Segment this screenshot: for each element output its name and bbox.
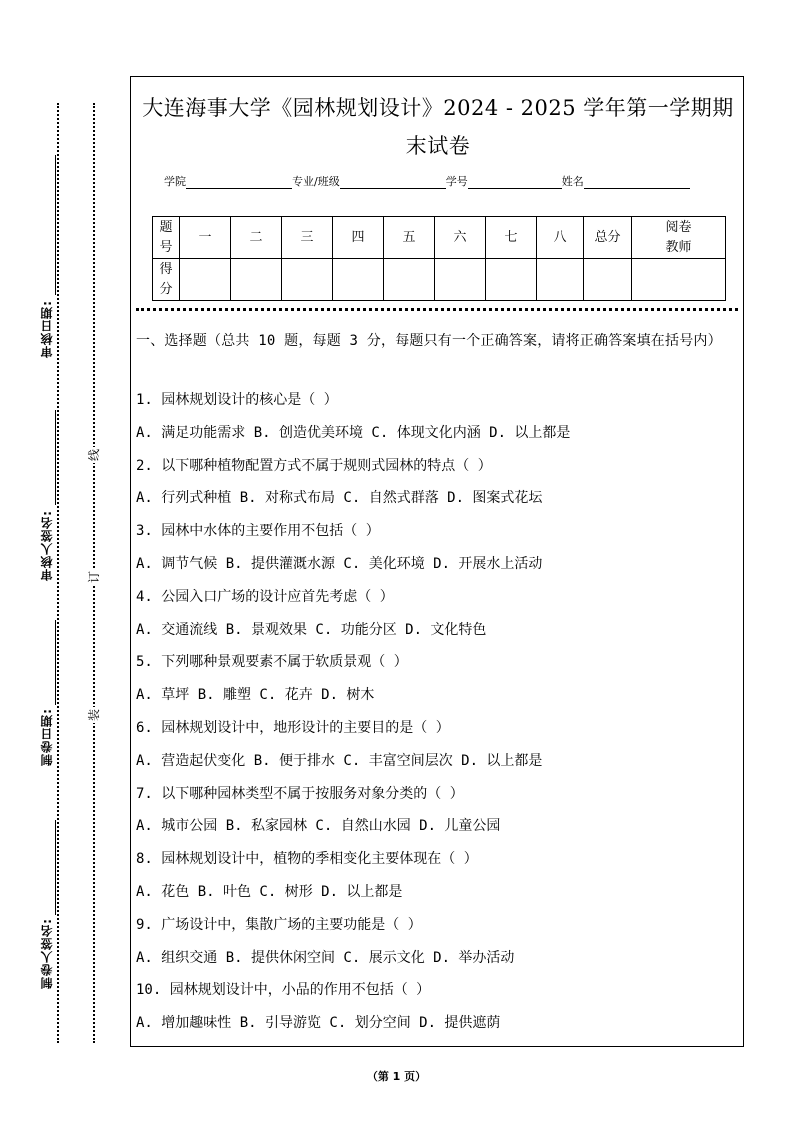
question-10: 10. 园林规划设计中，小品的作用不包括（ ） [136,982,431,999]
score-cell-5[interactable] [384,259,435,301]
maker-date-label: 制卷日期: [40,708,54,766]
maker-sign-line [55,820,56,915]
score-header-2: 二 [231,217,282,259]
question-4-options: A. 交通流线 B. 景观效果 C. 功能分区 D. 文化特色 [136,621,487,638]
question-8: 8. 园林规划设计中，植物的季相变化主要体现在（ ） [136,851,478,868]
reviewer-date-label: 审核日期: [40,300,54,358]
question-8-options: A. 花色 B. 叶色 C. 树形 D. 以上都是 [136,883,403,900]
question-9-options: A. 组织交通 B. 提供休闲空间 C. 展示文化 D. 举办活动 [136,949,515,966]
score-cell-7[interactable] [486,259,537,301]
score-header-grader: 阅卷教师 [632,217,726,259]
score-cell-8[interactable] [537,259,584,301]
question-10-options: A. 增加趣味性 B. 引导游览 C. 划分空间 D. 提供遮荫 [136,1015,501,1032]
score-cell-3[interactable] [282,259,333,301]
page-number: （第 1 页） [366,1070,427,1083]
bind-char-bind: 装 [87,709,101,722]
score-cell-6[interactable] [435,259,486,301]
student-info-row [164,173,690,189]
score-cell-4[interactable] [333,259,384,301]
score-header-8: 八 [537,217,584,259]
score-cell-total[interactable] [584,259,632,301]
name-field[interactable] [584,176,690,189]
maker-sign-label: 制卷人签名: [40,918,54,989]
score-row-label: 得分 [153,259,180,301]
major-class-field[interactable] [340,176,446,189]
question-1: 1. 园林规划设计的核心是（ ） [136,392,338,408]
exam-title: 大连海事大学《园林规划设计》2024 - 2025 学年第一学期期末试卷 [142,96,734,158]
maker-date-field [38,620,58,770]
score-header-5: 五 [384,217,435,259]
bind-char-line: 线 [87,449,101,462]
score-cell-1[interactable] [180,259,231,301]
binding-margin [0,0,125,1122]
question-7-options: A. 城市公园 B. 私家园林 C. 自然山水园 D. 儿童公园 [136,818,501,835]
reviewer-date-line [55,155,56,295]
college-label: 学院 [164,175,186,188]
question-6-options: A. 营造起伏变化 B. 便于排水 C. 丰富空间层次 D. 以上都是 [136,752,543,769]
score-table-header-row [153,217,726,259]
score-header-7: 七 [486,217,537,259]
score-header-total: 总分 [584,217,632,259]
question-list [136,384,740,1040]
major-class-label: 专业/班级 [292,175,340,188]
maker-sign-field [38,820,58,995]
question-9: 9. 广场设计中，集散广场的主要功能是（ ） [136,916,422,933]
student-id-field[interactable] [468,176,562,189]
reviewer-sign-line [55,410,56,505]
question-5-options: A. 草坪 B. 雕塑 C. 花卉 D. 树木 [136,687,375,704]
question-1-options: A. 满足功能需求 B. 创造优美环境 C. 体现文化内涵 D. 以上都是 [136,424,571,441]
reviewer-sign-label: 审核人签名: [40,510,54,581]
reviewer-date-field [38,155,58,370]
section1-title: 一、选择题（总共 10 题，每题 3 分，每题只有一个正确答案，请将正确答案填在括号内） [136,333,722,349]
name-label: 姓名 [561,175,584,188]
college-field[interactable] [186,176,292,189]
student-id-label: 学号 [445,175,468,188]
question-2: 2. 以下哪种植物配置方式不属于规则式园林的特点（ ） [136,457,492,474]
header-separator [136,308,738,311]
bind-char-staple: 订 [87,571,101,584]
question-5: 5. 下列哪种景观要素不属于软质景观（ ） [136,654,408,671]
question-7: 7. 以下哪种园林类型不属于按服务对象分类的（ ） [136,785,464,802]
score-table [152,216,726,301]
score-header-6: 六 [435,217,486,259]
score-header-4: 四 [333,217,384,259]
exam-frame [130,76,744,1047]
reviewer-sign-field [38,410,58,595]
question-4: 4. 公园入口广场的设计应首先考虑（ ） [136,588,394,605]
score-header-1: 一 [180,217,231,259]
score-cell-grader[interactable] [632,259,726,301]
score-table-score-row [153,259,726,301]
question-3: 3. 园林中水体的主要作用不包括（ ） [136,523,380,540]
score-header-3: 三 [282,217,333,259]
maker-date-line [55,620,56,705]
question-6: 6. 园林规划设计中，地形设计的主要目的是（ ） [136,719,450,736]
score-header-question-no: 题号 [153,217,180,259]
question-3-options: A. 调节气候 B. 提供灌溉水源 C. 美化环境 D. 开展水上活动 [136,555,543,572]
question-2-options: A. 行列式种植 B. 对称式布局 C. 自然式群落 D. 图案式花坛 [136,490,543,507]
score-cell-2[interactable] [231,259,282,301]
